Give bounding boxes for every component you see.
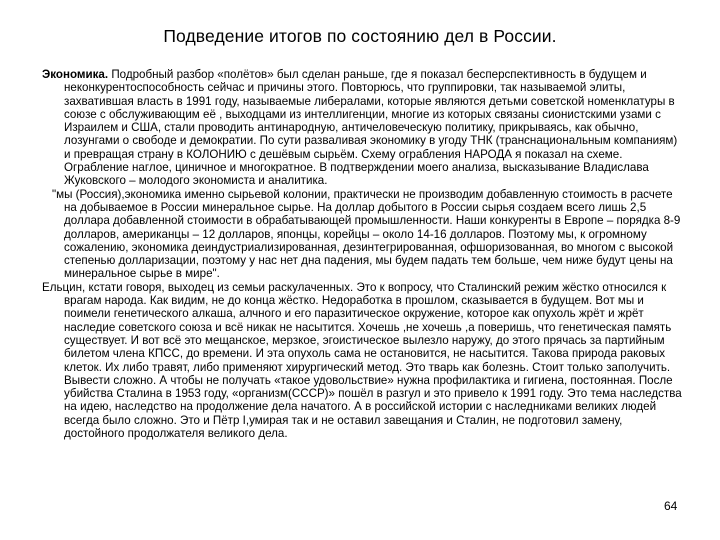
quote-paragraph: "мы (Россия),экономика именно сырьевой колонии, практически не производим добавленную стоимость в расчете на добываемое в России минеральное сырье. На доллар добытого в России сырья создаем всего лишь 2,5 доллара добавленной стоимости в обрабатывающей промышленности. Наши конкуренты в Европе – порядка 8-9 долларов, американцы – 12 долларов, японцы, корейцы – около 14-16 долларов. Поэтому мы, к огромному сожалению, экономика деиндустриализированная, дезинтегрированная, офшоризованная, во многом с высокой степенью долларизации, поэтому у нас нет дна падения, мы будем падать тем больше, чем ниже будут цены на минеральное сырье в мире". (52, 187, 681, 281)
slide-body (42, 68, 682, 440)
economy-paragraph (42, 68, 682, 188)
economy-label: Экономика. (42, 68, 109, 81)
slide-title: Подведение итогов по состоянию дел в России. (163, 26, 557, 46)
page-number: 64 (664, 499, 678, 513)
yeltsin-paragraph: Ельцин, кстати говоря, выходец из семьи раскулаченных. Это к вопросу, что Сталинский режим жёстко относился к врагам народа. Как видим, не до конца жёстко. Недоработка в прошлом, сказывается в будущем. Вот мы и поимели генетического алкаша, алчного и его паразитическое окружение, которое как опухоль жрёт и жрёт наследие советского союза и всё никак не насытится. Хочешь ,не хочешь ,а поверишь, что генетическая память существует. И вот всё это мещанское, мерзкое, эгоистическое вылезло наружу, до этого прячась за партийным билетом члена КПСС, до времени. И эта опухоль сама не остановится, не насытится. Такова природа раковых клеток. Их либо травят, либо применяют хирургический метод. Это тварь как болезнь. Стоит только заполучить. Вывести сложно. А чтобы не получать «такое удовольствие» нужна профилактика и гигиена, постоянная. После убийства Сталина в 1953 году, «организм(СССР)» пошёл в разгул и это привело к 1991 году. Это тема наследства на идею, наследство на продолжение дела начатого. А в российской истории с наследниками великих людей всегда было сложно. Это и Пётр I,умирая так и не оставил завещания и Сталин, не подготовил замену, достойного продолжателя великого дела. (42, 280, 682, 441)
economy-text: Подробный разбор «полётов» был сделан раньше, где я показал бесперспективность в будущем и неконкурентоспособность сейчас и причины этого. Повторюсь, что группировки, так называемой элиты, захватившая власть в 1991 году, называемые либералами, которые являются детьми советской номенклатуры в союзе с обслуживающим её , выходцами из интеллигенции, многие из которых связаны сионистскими узами с Израилем и США, стали проводить антинародную, античеловеческую политику, прикрываясь, как обычно, лозунгами о свободе и демократии. По сути разваливая экономику в угоду ТНК (транснациональным компаниям) и превращая страну в КОЛОНИЮ с дешёвым сырьём. Схему ограбления НАРОДА я показал на схеме. Ограбление наглое, циничное и многократное. В подтверждении моего анализа, высказывание Владислава Жуковского – молодого экономиста и аналитика. (64, 68, 678, 188)
